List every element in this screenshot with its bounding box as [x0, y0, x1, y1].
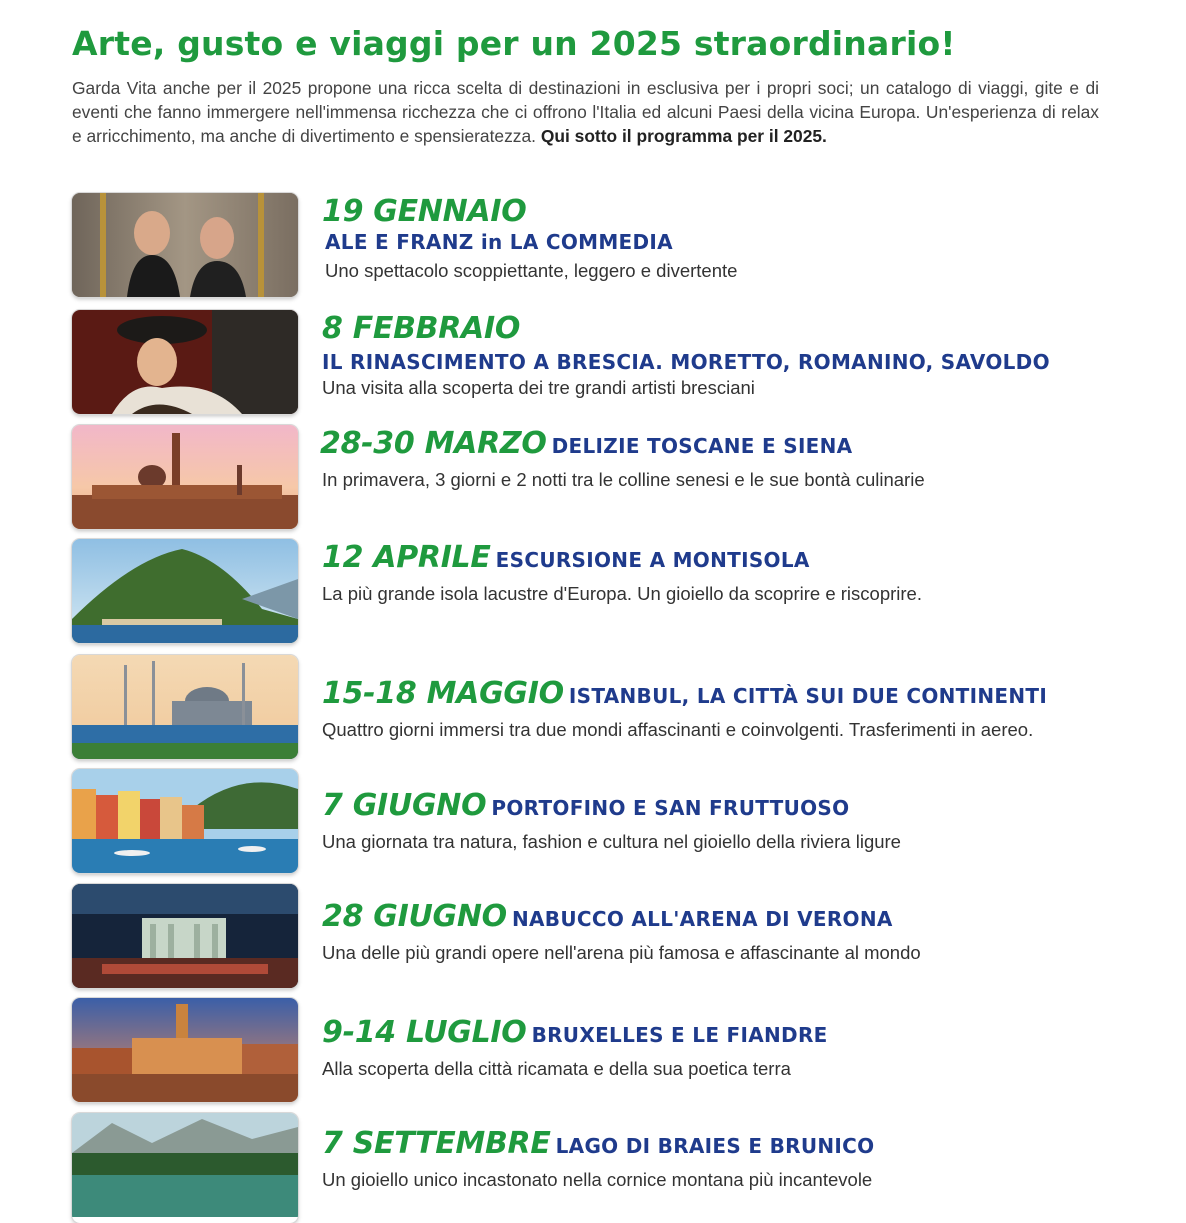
event-image-istanbul — [72, 655, 298, 759]
event-name: DELIZIE TOSCANE E SIENA — [551, 434, 853, 458]
event-name: ESCURSIONE A MONTISOLA — [495, 548, 810, 572]
event-name: BRUXELLES E LE FIANDRE — [531, 1023, 828, 1047]
event-description: Quattro giorni immersi tra due mondi affascinanti e coinvolgenti. Trasferimenti in aereo. — [322, 719, 1034, 740]
intro-text: Garda Vita anche per il 2025 propone una ricca scelta di destinazioni in esclusiva per i propri soci; un catalogo di viaggi, gite e di eventi che fanno immergere nell'immensa ricchezza che ci offrono l'Italia ed alcuni Paesi della vicina Europa. Un'esperienza di relax e arricchimento, ma anche di divertimento e spensieratezza. — [72, 78, 1099, 146]
page-title: Arte, gusto e viaggi per un 2025 straordinario! — [72, 24, 956, 63]
event-date: 7 GIUGNO — [322, 788, 487, 823]
event-item[interactable] — [72, 193, 1172, 299]
event-item[interactable] — [72, 769, 1172, 875]
event-image-brussels — [72, 998, 298, 1102]
event-description: Uno spettacolo scoppiettante, leggero e divertente — [325, 260, 738, 281]
event-description: In primavera, 3 giorni e 2 notti tra le colline senesi e le sue bontà culinarie — [322, 469, 925, 490]
event-name: PORTOFINO E SAN FRUTTUOSO — [491, 796, 850, 820]
intro-paragraph — [72, 76, 1099, 148]
event-item[interactable] — [72, 655, 1172, 761]
intro-bold: Qui sotto il programma per il 2025. — [540, 126, 827, 146]
event-image-portofino — [72, 769, 298, 873]
event-description: Un gioiello unico incastonato nella cornice montana più incantevole — [322, 1169, 873, 1190]
event-date: 12 APRILE — [322, 540, 491, 575]
event-name: ISTANBUL, LA CITTÀ SUI DUE CONTINENTI — [568, 684, 1048, 708]
event-image-montisola — [72, 539, 298, 643]
event-item[interactable] — [72, 539, 1172, 645]
event-description: La più grande isola lacustre d'Europa. Un gioiello da scoprire e riscoprire. — [322, 583, 922, 604]
event-date: 15-18 MAGGIO — [322, 676, 564, 711]
event-image-siena — [72, 425, 298, 529]
event-name: IL RINASCIMENTO A BRESCIA. MORETTO, ROMANINO, SAVOLDO — [322, 350, 1050, 374]
event-item[interactable] — [72, 998, 1172, 1104]
event-description: Una visita alla scoperta dei tre grandi artisti bresciani — [322, 377, 755, 398]
event-item[interactable] — [72, 884, 1172, 990]
event-description: Alla scoperta della città ricamata e della sua poetica terra — [322, 1058, 791, 1079]
event-date: 8 FEBBRAIO — [322, 311, 521, 346]
event-date: 9-14 LUGLIO — [322, 1015, 527, 1050]
event-name: NABUCCO ALL'ARENA DI VERONA — [511, 907, 893, 931]
event-date: 28 GIUGNO — [322, 899, 507, 934]
event-date: 19 GENNAIO — [322, 194, 527, 229]
event-date: 7 SETTEMBRE — [322, 1126, 551, 1161]
event-date: 28-30 MARZO — [320, 426, 547, 461]
event-item[interactable] — [72, 1113, 1172, 1219]
event-name: ALE E FRANZ in LA COMMEDIA — [325, 230, 673, 254]
event-item[interactable] — [72, 425, 1172, 531]
event-image-braies — [72, 1113, 298, 1223]
event-image-painting — [72, 310, 298, 414]
event-description: Una giornata tra natura, fashion e cultura nel gioiello della riviera ligure — [322, 831, 901, 852]
event-item[interactable] — [72, 310, 1172, 416]
event-description: Una delle più grandi opere nell'arena più famosa e affascinante al mondo — [322, 942, 921, 963]
event-image-arena-opera — [72, 884, 298, 988]
event-image-comedians — [72, 193, 298, 297]
event-name: LAGO DI BRAIES E BRUNICO — [555, 1134, 875, 1158]
